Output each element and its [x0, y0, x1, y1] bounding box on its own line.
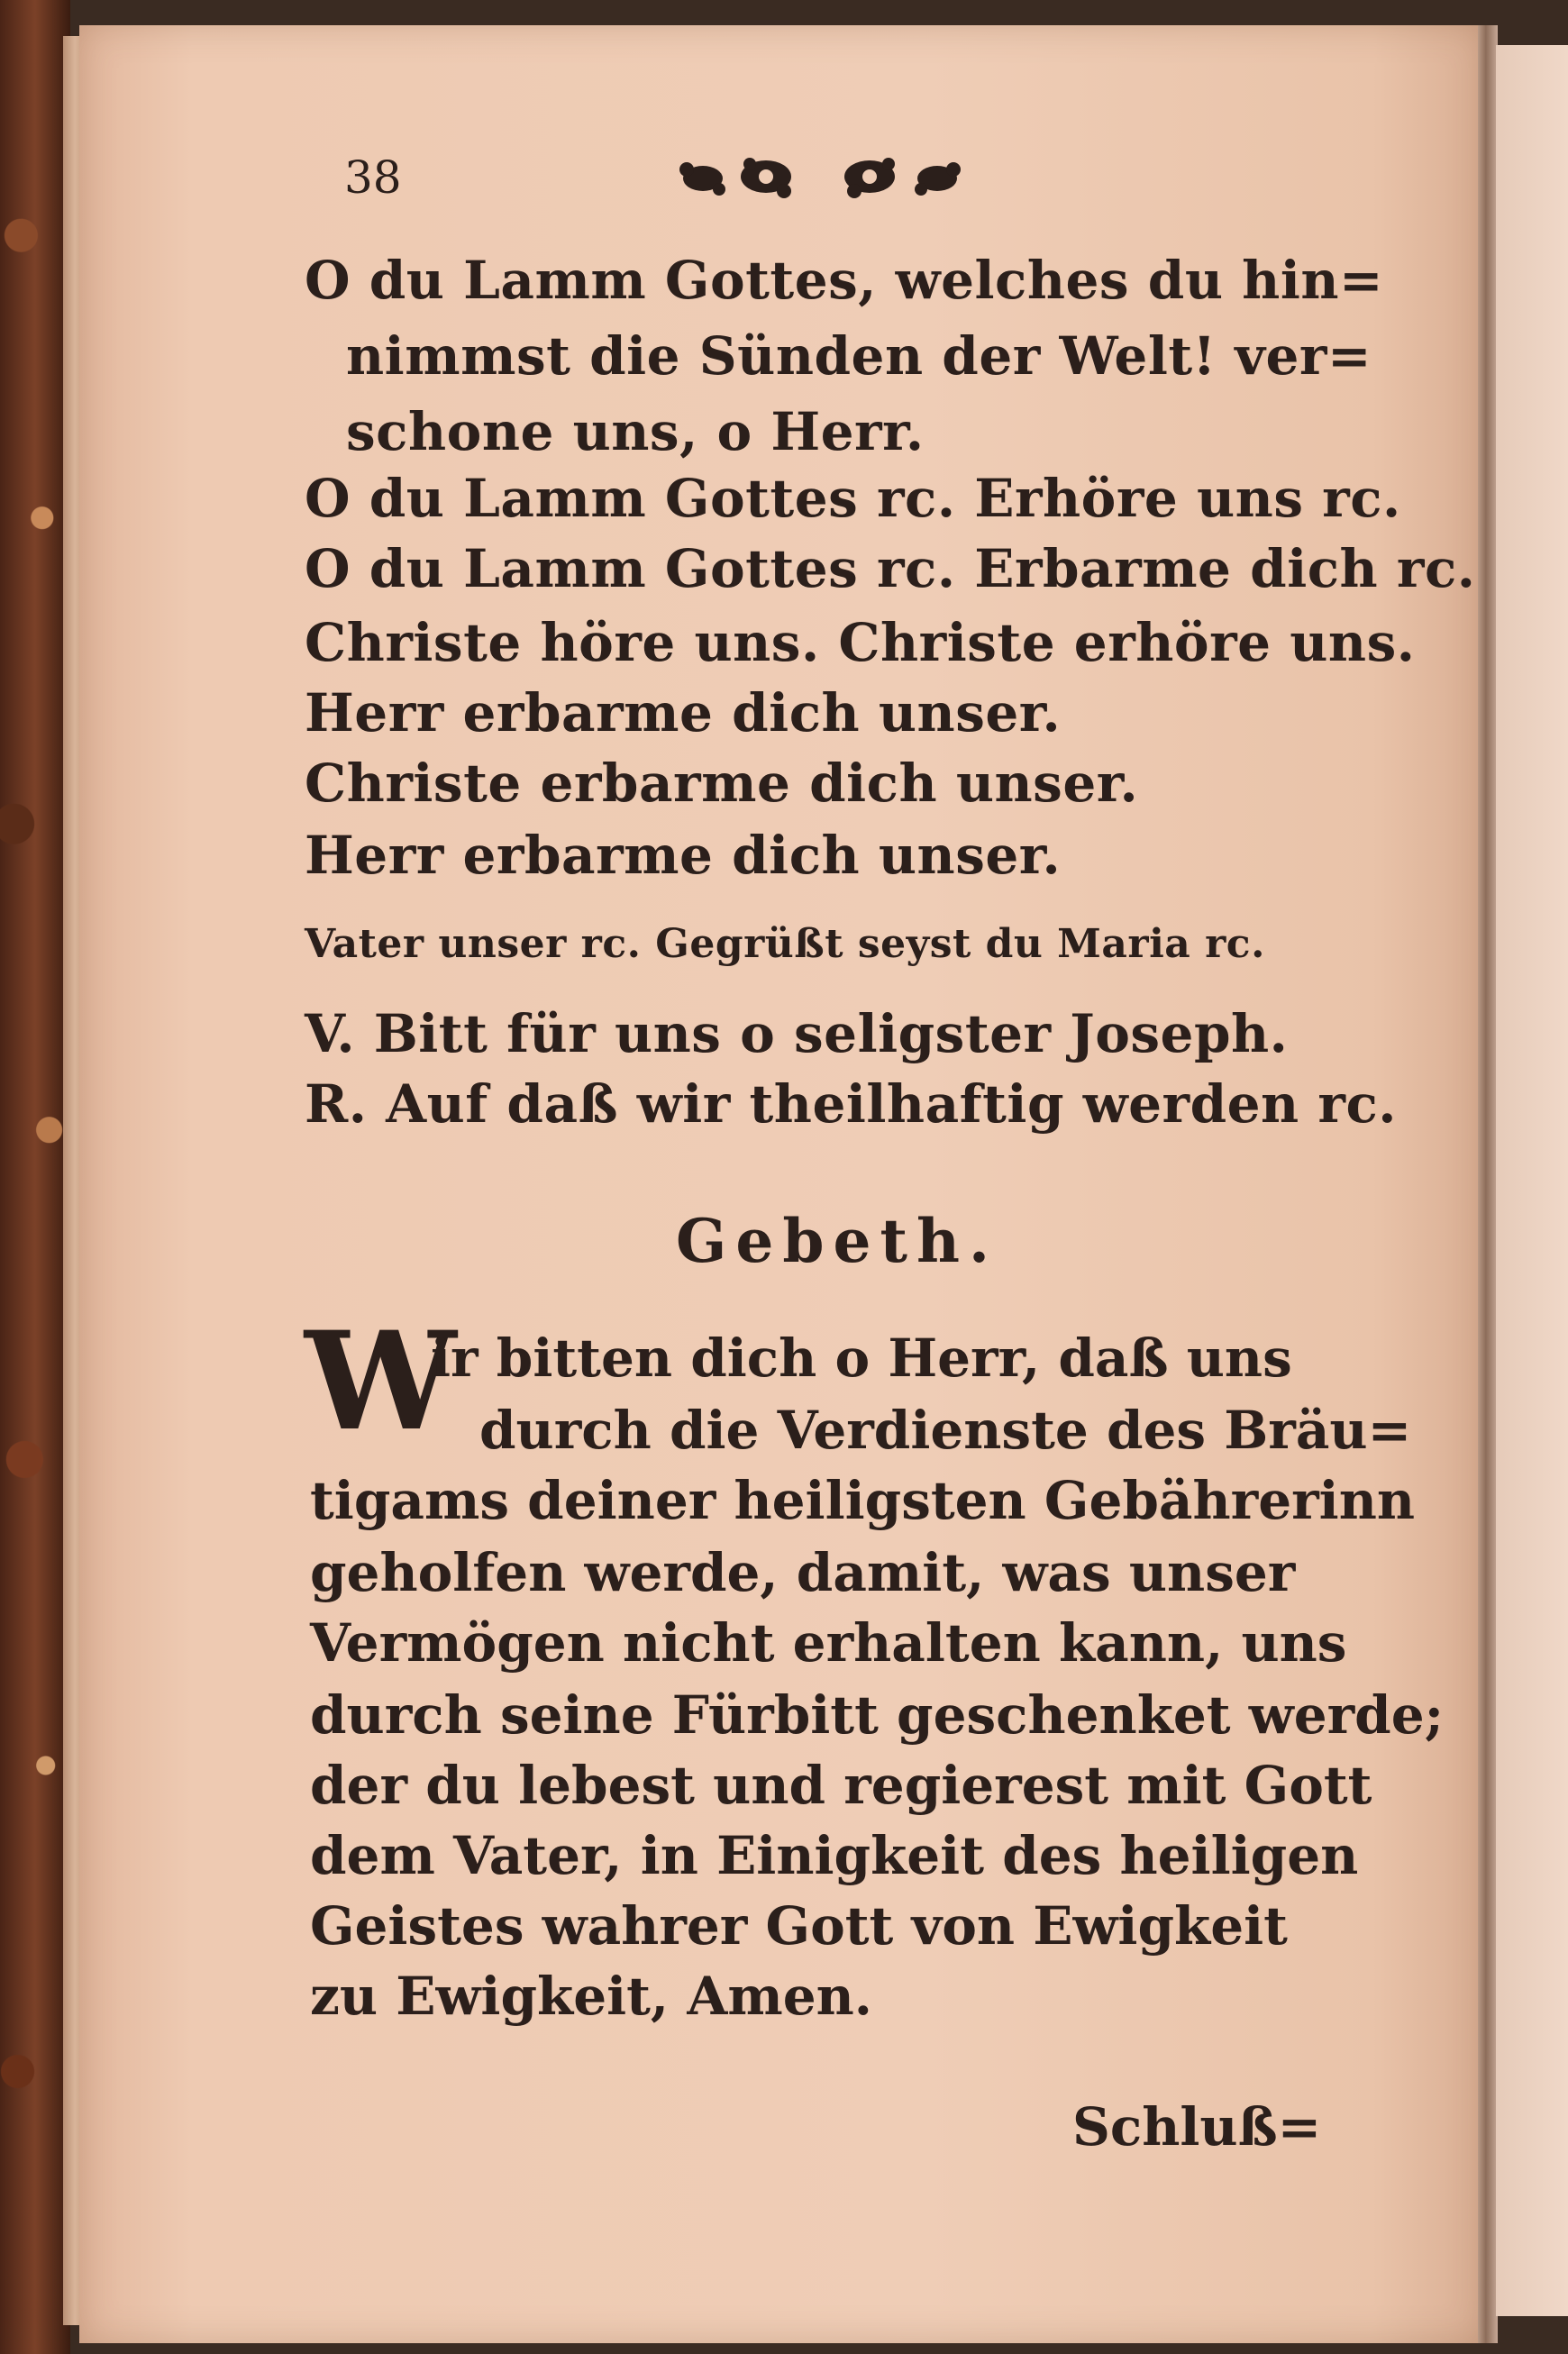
prayer-line: dem Vater, in Einigkeit des heiligen — [310, 1825, 1359, 1886]
litany-line: Christe erbarme dich unser. — [305, 753, 1139, 814]
prayer-note: Vater unser rc. Gegrüßt seyst du Maria rc. — [305, 921, 1265, 967]
response: R. Auf daß wir theilhaftig werden rc. — [305, 1073, 1397, 1135]
litany-line: O du Lamm Gottes, welches du hin= — [305, 250, 1384, 311]
book-gutter — [1478, 25, 1498, 2343]
litany-line: Herr erbarme dich unser. — [305, 682, 1062, 744]
drop-cap: W — [305, 1302, 457, 1461]
litany-line: O du Lamm Gottes rc. Erbarme dich rc. — [305, 538, 1476, 599]
litany-line: schone uns, o Herr. — [346, 401, 925, 462]
versicle: V. Bitt für uns o seligster Joseph. — [305, 1003, 1289, 1064]
litany-line: nimmst die Sünden der Welt! ver= — [346, 325, 1372, 387]
prayer-line: ir bitten dich o Herr, daß uns — [431, 1328, 1292, 1389]
prayer-line: der du lebest und regierest mit Gott — [310, 1755, 1372, 1816]
litany-line: O du Lamm Gottes rc. Erhöre uns rc. — [305, 468, 1401, 529]
prayer-heading: Gebeth. — [676, 1206, 998, 1276]
floral-ornament-icon — [667, 144, 973, 207]
prayer-line: zu Ewigkeit, Amen. — [310, 1966, 872, 2027]
prayer-line: tigams deiner heiligsten Gebährerinn — [310, 1470, 1416, 1531]
prayer-line: geholfen werde, damit, was unser — [310, 1542, 1296, 1603]
catchword: Schluß= — [1072, 2096, 1322, 2158]
prayer-line: Geistes wahrer Gott von Ewigkeit — [310, 1895, 1288, 1957]
prayer-line: durch die Verdienste des Bräu= — [479, 1400, 1412, 1461]
litany-line: Christe höre uns. Christe erhöre uns. — [305, 612, 1416, 673]
book-cover — [0, 0, 70, 2354]
facing-page-edge — [1496, 45, 1568, 2316]
page-number: 38 — [344, 151, 402, 204]
prayer-line: Vermögen nicht erhalten kann, uns — [310, 1612, 1347, 1674]
prayer-line: durch seine Fürbitt geschenket werde; — [310, 1684, 1445, 1746]
litany-line: Herr erbarme dich unser. — [305, 825, 1062, 886]
